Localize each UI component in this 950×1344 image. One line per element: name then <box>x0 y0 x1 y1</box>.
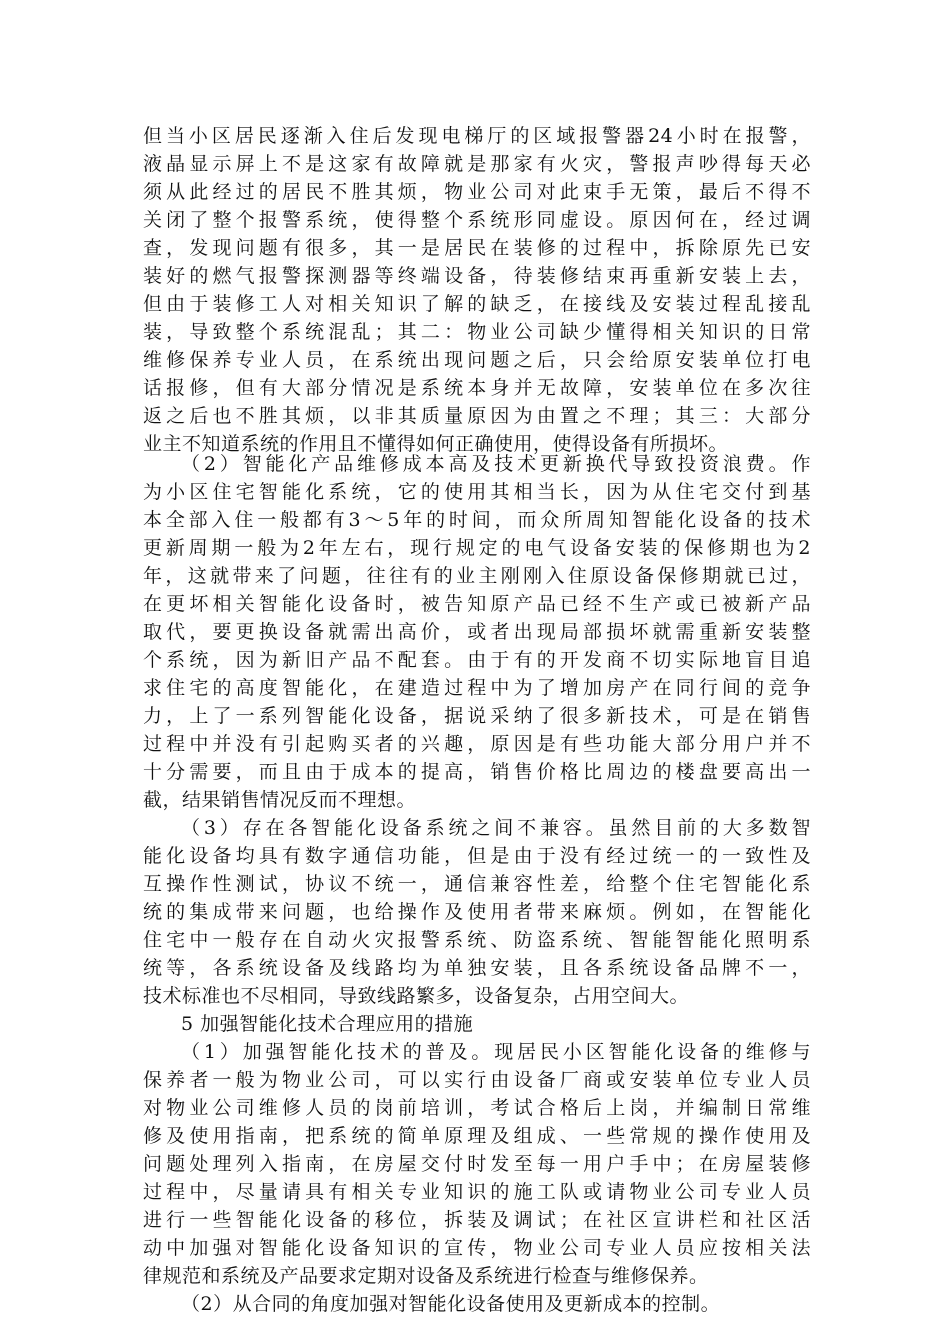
text-line: 截，结果销售情况反而不理想。 <box>143 789 417 811</box>
text-line: 更新周期一般为2年左右，现行规定的电气设备安装的保修期也为2 <box>143 537 811 559</box>
text-line: 对物业公司维修人员的岗前培训，考试合格后上岗，并编制日常维 <box>143 1097 811 1119</box>
text-line: 但由于装修工人对相关知识了解的缺乏，在接线及安装过程乱接乱 <box>143 293 811 315</box>
paragraph-popularization <box>143 1038 811 1290</box>
text-line: 动中加强对智能化设备知识的宣传，物业公司专业人员应按相关法 <box>143 1237 811 1259</box>
text-line: 维修保养专业人员，在系统出现问题之后，只会给原安装单位打电 <box>143 349 811 371</box>
text-line: 保养者一般为物业公司，可以实行由设备厂商或安装单位专业人员 <box>143 1069 811 1091</box>
text-line: 进行一些智能化设备的移位，拆装及调试；在社区宣讲栏和社区活 <box>143 1209 811 1231</box>
text-line: （3）存在各智能化设备系统之间不兼容。虽然目前的大多数智 <box>181 817 811 839</box>
paragraph-maintenance-cost <box>143 450 811 814</box>
text-line: 为小区住宅智能化系统，它的使用其相当长，因为从住宅交付到基 <box>143 481 811 503</box>
text-line: 力，上了一系列智能化设备，据说采纳了很多新技术，可是在销售 <box>143 705 811 727</box>
text-line: 能化设备均具有数字通信功能，但是由于没有经过统一的一致性及 <box>143 845 811 867</box>
text-line: 返之后也不胜其烦，以非其质量原因为由置之不理；其三：大部分 <box>143 405 811 427</box>
text-line: 个系统，因为新旧产品不配套。由于有的开发商不切实际地盲目追 <box>143 649 811 671</box>
text-line: 律规范和系统及产品要求定期对设备及系统进行检查与维修保养。 <box>143 1265 709 1287</box>
text-line: 关闭了整个报警系统，使得整个系统形同虚设。原因何在，经过调 <box>143 209 811 231</box>
paragraph-elevator-alarm-issue <box>143 122 811 458</box>
text-line: 查，发现问题有很多，其一是居民在装修的过程中，拆除原先已安 <box>143 237 811 259</box>
text-line: （1）加强智能化技术的普及。现居民小区智能化设备的维修与 <box>181 1041 811 1063</box>
text-line: 技术标准也不尽相同，导致线路繁多，设备复杂，占用空间大。 <box>143 985 690 1007</box>
text-line: 过程中并没有引起购买者的兴趣，原因是有些功能大部分用户并不 <box>143 733 811 755</box>
text-line: （2）智能化产品维修成本高及技术更新换代导致投资浪费。作 <box>181 453 811 475</box>
section-title: 5 加强智能化技术合理应用的措施 <box>181 1013 474 1035</box>
text-line: 在更坏相关智能化设备时，被告知原产品已经不生产或已被新产品 <box>143 593 811 615</box>
text-line: 业主不知道系统的作用且不懂得如何正确使用，使得设备有所损坏。 <box>143 433 729 455</box>
text-line: 装好的燃气报警探测器等终端设备，待装修结束再重新安装上去， <box>143 265 811 287</box>
text-line: 十分需要，而且由于成本的提高，销售价格比周边的楼盘要高出一 <box>143 761 811 783</box>
text-line: 过程中，尽量请具有相关专业知识的施工队或请物业公司专业人员 <box>143 1181 811 1203</box>
text-line: 求住宅的高度智能化，在建造过程中为了增加房产在同行间的竞争 <box>143 677 811 699</box>
text-line: 取代，要更换设备就需出高价，或者出现局部损坏就需重新安装整 <box>143 621 811 643</box>
text-line: 话报修，但有大部分情况是系统本身并无故障，安装单位在多次往 <box>143 377 811 399</box>
text-line: 但当小区居民逐渐入住后发现电梯厅的区域报警器24小时在报警， <box>143 125 811 147</box>
text-line: 修及使用指南，把系统的简单原理及组成、一些常规的操作使用及 <box>143 1125 811 1147</box>
text-line: 问题处理列入指南，在房屋交付时发至每一用户手中；在房屋装修 <box>143 1153 811 1175</box>
text-line: 须从此经过的居民不胜其烦，物业公司对此束手无策，最后不得不 <box>143 181 811 203</box>
section-heading <box>143 1010 811 1038</box>
text-line: 年，这就带来了问题，往往有的业主刚刚入住原设备保修期就已过， <box>143 565 811 587</box>
text-line: 装，导致整个系统混乱；其二：物业公司缺少懂得相关知识的日常 <box>143 321 811 343</box>
text-line: 住宅中一般存在自动火灾报警系统、防盗系统、智能智能化照明系 <box>143 929 811 951</box>
text-line: （2）从合同的角度加强对智能化设备使用及更新成本的控制。 <box>181 1293 721 1315</box>
text-line: 本全部入住一般都有3～5年的时间，而众所周知智能化设备的技术 <box>143 509 811 531</box>
paragraph-contract-control <box>143 1290 811 1318</box>
text-line: 统的集成带来问题，也给操作及使用者带来麻烦。例如，在智能化 <box>143 901 811 923</box>
text-line: 液晶显示屏上不是这家有故障就是那家有火灾，警报声吵得每天必 <box>143 153 811 175</box>
paragraph-incompatibility <box>143 814 811 1010</box>
text-line: 互操作性测试，协议不统一，通信兼容性差，给整个住宅智能化系 <box>143 873 811 895</box>
text-line: 统等，各系统设备及线路均为单独安装，且各系统设备品牌不一， <box>143 957 811 979</box>
